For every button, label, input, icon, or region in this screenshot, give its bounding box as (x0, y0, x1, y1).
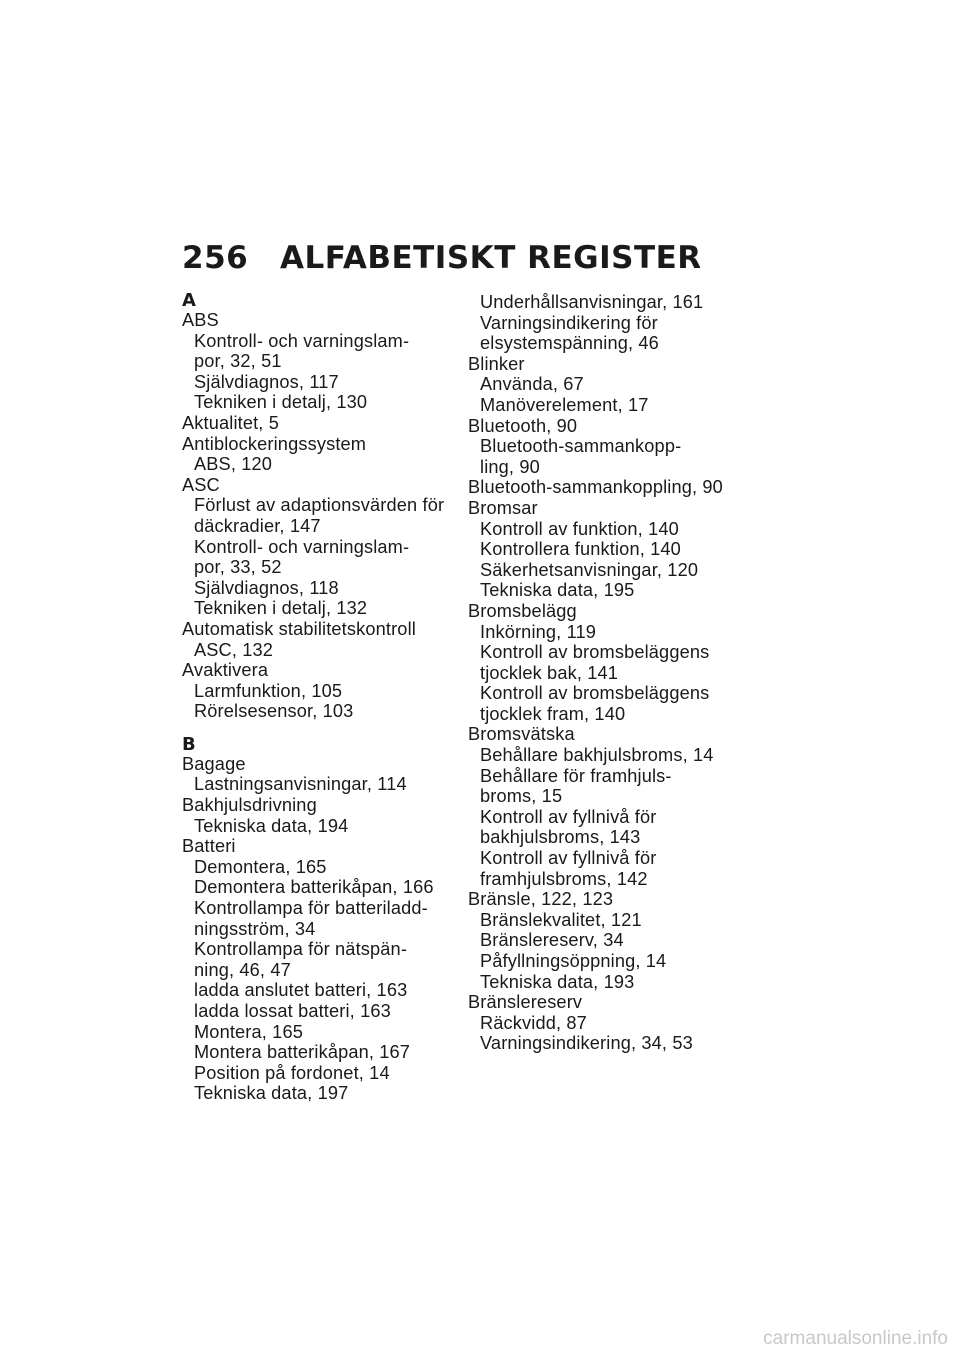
index-term: Aktualitet, 5 (182, 412, 279, 433)
index-subentry: Behållare för framhjuls- (480, 765, 672, 786)
index-subentry: Bränslereserv, 34 (480, 930, 624, 951)
index-subentry: Tekniska data, 195 (480, 580, 635, 601)
index-subentry: Kontroll- och varningslam- (194, 536, 410, 557)
index-term: Bromsbelägg (468, 600, 577, 621)
index-term: ABS (182, 310, 219, 330)
index-subentry: elsystemspänning, 46 (480, 333, 659, 354)
index-subentry: Bränslekvalitet, 121 (480, 909, 642, 930)
index-subentry: Använda, 67 (480, 374, 584, 395)
index-subentry: Position på fordonet, 14 (194, 1062, 390, 1083)
index-column-left (182, 292, 462, 1104)
index-subentry: Säkerhetsanvisningar, 120 (480, 559, 699, 580)
index-subentry: ABS, 120 (194, 454, 273, 475)
index-term: Bromsar (468, 497, 538, 518)
index-subentry: Kontroll av funktion, 140 (480, 518, 679, 539)
index-subentry: Tekniska data, 197 (194, 1083, 349, 1104)
section-title: ALFABETISKT REGISTER (280, 240, 702, 276)
index-subentry: Kontrollera funktion, 140 (480, 539, 681, 560)
index-subentry: ASC, 132 (194, 639, 274, 660)
index-subentry: ladda lossat batteri, 163 (194, 1001, 391, 1021)
index-subentry: Tekniken i detalj, 132 (194, 598, 368, 619)
index-subentry: Räckvidd, 87 (480, 1012, 587, 1033)
index-subentry: Varningsindikering för (480, 312, 658, 333)
index-subentry: Påfyllningsöppning, 14 (480, 951, 667, 971)
index-subentry: Tekniken i detalj, 130 (194, 392, 368, 413)
index-subentry: Kontroll av bromsbeläggens (480, 683, 710, 704)
index-subentry: Kontroll- och varningslam- (194, 330, 410, 351)
index-subentry: Självdiagnos, 117 (194, 371, 339, 392)
index-subentry: Montera batterikåpan, 167 (194, 1042, 411, 1063)
index-term: ASC (182, 474, 220, 495)
index-term: Antiblockeringssystem (182, 433, 367, 454)
index-term: Bränsle, 122, 123 (468, 889, 614, 910)
index-subentry: Kontroll av fyllnivå för (480, 806, 657, 827)
index-subentry: ling, 90 (480, 456, 540, 477)
index-term: Bagage (182, 753, 246, 774)
index-subentry: Kontrollampa för batteriladd- (194, 898, 428, 919)
index-subentry: ladda anslutet batteri, 163 (194, 980, 408, 1001)
index-subentry: Montera, 165 (194, 1021, 303, 1042)
index-subentry: Förlust av adaptionsvärden för (194, 495, 445, 516)
index-term: Bluetooth, 90 (468, 415, 578, 436)
index-term: Bromsvätska (468, 724, 575, 745)
index-subentry: Behållare bakhjulsbroms, 14 (480, 745, 714, 766)
index-subentry: Kontrollampa för nätspän- (194, 939, 408, 960)
index-subentry: broms, 15 (480, 786, 563, 807)
index-term: Bakhjulsdrivning (182, 795, 317, 816)
index-subentry: Tekniska data, 194 (194, 815, 349, 836)
index-subentry: Kontroll av fyllnivå för (480, 848, 657, 869)
index-subentry: Manöverelement, 17 (480, 394, 649, 415)
index-term: Bränslereserv (468, 992, 583, 1013)
index-subentry: Demontera, 165 (194, 856, 327, 877)
index-column-right (468, 292, 748, 1054)
index-subentry: Varningsindikering, 34, 53 (480, 1033, 693, 1054)
watermark: carmanualsonline.info (763, 1328, 948, 1349)
index-subentry: Rörelsesensor, 103 (194, 701, 354, 722)
index-term: Batteri (182, 836, 236, 857)
index-term: Bluetooth-sammankoppling, 90 (468, 477, 723, 498)
index-subentry: Larmfunktion, 105 (194, 680, 343, 701)
index-term: Blinker (468, 353, 525, 374)
index-subentry: tjocklek bak, 141 (480, 662, 619, 683)
page-title (182, 240, 702, 276)
index-subentry: ning, 46, 47 (194, 959, 291, 980)
index-subentry: Inkörning, 119 (480, 621, 597, 642)
index-subentry: framhjulsbroms, 142 (480, 868, 648, 889)
index-subentry: bakhjulsbroms, 143 (480, 827, 641, 848)
index-subentry: por, 32, 51 (194, 351, 282, 372)
index-subentry: däckradier, 147 (194, 515, 321, 536)
page-number: 256 (182, 240, 249, 276)
index-subentry: Tekniska data, 193 (480, 971, 635, 992)
index-subentry: ningsström, 34 (194, 918, 316, 939)
index-subentry: Självdiagnos, 118 (194, 577, 339, 598)
index-letter-heading: A (182, 290, 197, 311)
index-term: Automatisk stabilitetskontroll (182, 618, 416, 639)
index-subentry: Kontroll av bromsbeläggens (480, 642, 710, 663)
index-term: Avaktivera (182, 660, 269, 681)
index-subentry: Lastningsanvisningar, 114 (194, 774, 407, 795)
index-subentry: tjocklek fram, 140 (480, 703, 626, 724)
index-subentry: Bluetooth-sammankopp- (480, 436, 682, 457)
index-subentry: Underhållsanvisningar, 161 (480, 292, 704, 312)
index-subentry: Demontera batterikåpan, 166 (194, 877, 434, 898)
index-letter-heading: B (182, 733, 196, 755)
index-subentry: por, 33, 52 (194, 557, 282, 578)
